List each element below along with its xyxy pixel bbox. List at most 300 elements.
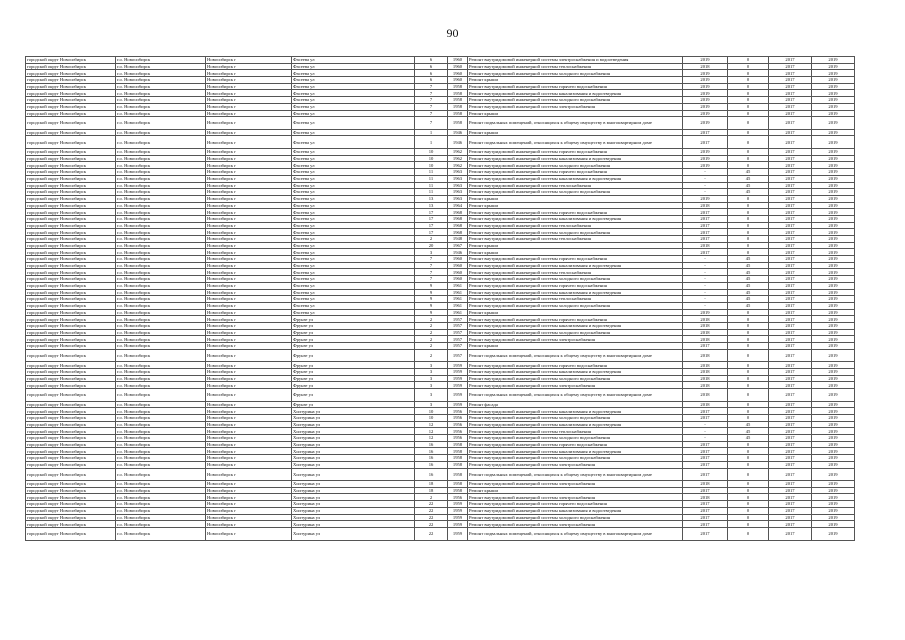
house-number-cell: 2 [415, 236, 448, 243]
street-cell: Фасеева ул [292, 182, 415, 189]
table-row [26, 77, 855, 84]
settlement-cell: г.о. Новосибирск [116, 455, 206, 462]
municipality-cell: городской округ Новосибирск [26, 408, 116, 415]
period-end-cell: 2019 [812, 103, 855, 110]
table-row [26, 117, 855, 130]
settlement-cell: г.о. Новосибирск [116, 175, 206, 182]
house-number-cell: 11 [415, 182, 448, 189]
municipality-cell: городской округ Новосибирск [26, 329, 116, 336]
house-number-cell: 1 [415, 136, 448, 149]
locality-cell: Новосибирск г [206, 349, 292, 362]
repair-schedule-table [25, 56, 855, 541]
period-end-cell: 2019 [812, 249, 855, 256]
build-year-cell: 1946 [448, 136, 468, 149]
cost-cell: 0 [728, 57, 769, 64]
municipality-cell: городской округ Новосибирск [26, 175, 116, 182]
house-number-cell: 7 [415, 262, 448, 269]
period-end-cell: 2019 [812, 316, 855, 323]
period-end-cell: 2019 [812, 57, 855, 64]
municipality-cell: городской округ Новосибирск [26, 487, 116, 494]
period-end-cell: 2019 [812, 169, 855, 176]
period-start-cell: 2017 [769, 83, 812, 90]
street-cell: Фасеева ул [292, 63, 415, 70]
period-end-cell: 2019 [812, 90, 855, 97]
settlement-cell: г.о. Новосибирск [116, 421, 206, 428]
build-year-cell: 1959 [448, 401, 468, 408]
table-row [26, 57, 855, 64]
locality-cell: Новосибирск г [206, 236, 292, 243]
build-year-cell: 1961 [448, 289, 468, 296]
table-row [26, 362, 855, 369]
planned-year-cell: - [683, 189, 728, 196]
cost-cell: 0 [728, 415, 769, 422]
build-year-cell: 1956 [448, 408, 468, 415]
settlement-cell: г.о. Новосибирск [116, 521, 206, 528]
build-year-cell: 1961 [448, 309, 468, 316]
street-cell: Фасеева ул [292, 289, 415, 296]
street-cell: Фасеева ул [292, 302, 415, 309]
build-year-cell: 1957 [448, 329, 468, 336]
locality-cell: Новосибирск г [206, 329, 292, 336]
build-year-cell: 1958 [448, 103, 468, 110]
settlement-cell: г.о. Новосибирск [116, 382, 206, 389]
build-year-cell: 1963 [448, 169, 468, 176]
street-cell: Хилтурина ул [292, 428, 415, 435]
table-row [26, 70, 855, 77]
build-year-cell: 1963 [448, 175, 468, 182]
municipality-cell: городской округ Новосибирск [26, 309, 116, 316]
street-cell: Фасеева ул [292, 155, 415, 162]
planned-year-cell: - [683, 175, 728, 182]
period-end-cell: 2019 [812, 282, 855, 289]
period-start-cell: 2017 [769, 501, 812, 508]
build-year-cell: 1961 [448, 302, 468, 309]
cost-cell: 0 [728, 77, 769, 84]
build-year-cell: 1959 [448, 527, 468, 540]
period-start-cell: 2017 [769, 70, 812, 77]
municipality-cell: городской округ Новосибирск [26, 343, 116, 350]
municipality-cell: городской округ Новосибирск [26, 501, 116, 508]
house-number-cell: 18 [415, 481, 448, 488]
street-cell: Фасеева ул [292, 242, 415, 249]
house-number-cell: 12 [415, 435, 448, 442]
street-cell: Фасеева ул [292, 110, 415, 117]
street-cell: Фасеева ул [292, 202, 415, 209]
build-year-cell: 1963 [448, 182, 468, 189]
municipality-cell: городской округ Новосибирск [26, 382, 116, 389]
municipality-cell: городской округ Новосибирск [26, 368, 116, 375]
street-cell: Фасеева ул [292, 57, 415, 64]
locality-cell: Новосибирск г [206, 507, 292, 514]
planned-year-cell: 2017 [683, 507, 728, 514]
work-type-cell: Ремонт крыши [468, 195, 683, 202]
municipality-cell: городской округ Новосибирск [26, 249, 116, 256]
municipality-cell: городской округ Новосибирск [26, 169, 116, 176]
planned-year-cell: 2017 [683, 209, 728, 216]
table-row [26, 428, 855, 435]
work-type-cell: Ремонт внутридомовой инженерной системы канализования и водоотведения [468, 421, 683, 428]
cost-cell: 45 [728, 262, 769, 269]
settlement-cell: г.о. Новосибирск [116, 441, 206, 448]
street-cell: Хилтурина ул [292, 527, 415, 540]
cost-cell: 0 [728, 527, 769, 540]
period-end-cell: 2019 [812, 215, 855, 222]
period-start-cell: 2017 [769, 276, 812, 283]
period-end-cell: 2019 [812, 242, 855, 249]
locality-cell: Новосибирск г [206, 209, 292, 216]
work-type-cell: Ремонт крыши [468, 487, 683, 494]
locality-cell: Новосибирск г [206, 83, 292, 90]
municipality-cell: городской округ Новосибирск [26, 262, 116, 269]
house-number-cell: 12 [415, 428, 448, 435]
build-year-cell: 1946 [448, 249, 468, 256]
period-start-cell: 2017 [769, 461, 812, 468]
settlement-cell: г.о. Новосибирск [116, 229, 206, 236]
municipality-cell: городской округ Новосибирск [26, 202, 116, 209]
settlement-cell: г.о. Новосибирск [116, 435, 206, 442]
table-row [26, 215, 855, 222]
locality-cell: Новосибирск г [206, 382, 292, 389]
settlement-cell: г.о. Новосибирск [116, 428, 206, 435]
settlement-cell: г.о. Новосибирск [116, 90, 206, 97]
work-type-cell: Ремонт внутридомовой инженерной системы канализования и водоотведения [468, 155, 683, 162]
municipality-cell: городской округ Новосибирск [26, 507, 116, 514]
municipality-cell: городской округ Новосибирск [26, 527, 116, 540]
period-end-cell: 2019 [812, 129, 855, 136]
work-type-cell: Ремонт внутридомовой инженерной системы канализования и водоотведения [468, 507, 683, 514]
municipality-cell: городской округ Новосибирск [26, 149, 116, 156]
period-start-cell: 2017 [769, 155, 812, 162]
period-end-cell: 2019 [812, 343, 855, 350]
build-year-cell: 1958 [448, 455, 468, 462]
planned-year-cell: 2019 [683, 117, 728, 130]
build-year-cell: 1960 [448, 57, 468, 64]
period-end-cell: 2019 [812, 521, 855, 528]
house-number-cell: 7 [415, 117, 448, 130]
period-start-cell: 2017 [769, 63, 812, 70]
settlement-cell: г.о. Новосибирск [116, 349, 206, 362]
work-type-cell: Ремонт внутридомовой инженерной системы горячего водоснабжения [468, 169, 683, 176]
house-number-cell: 1 [415, 129, 448, 136]
municipality-cell: городской округ Новосибирск [26, 401, 116, 408]
table-row [26, 494, 855, 501]
period-start-cell: 2017 [769, 189, 812, 196]
house-number-cell: 18 [415, 487, 448, 494]
cost-cell: 0 [728, 309, 769, 316]
period-start-cell: 2017 [769, 343, 812, 350]
table-row [26, 236, 855, 243]
table-row [26, 276, 855, 283]
street-cell: Хилтурина ул [292, 501, 415, 508]
cost-cell: 0 [728, 521, 769, 528]
settlement-cell: г.о. Новосибирск [116, 276, 206, 283]
cost-cell: 45 [728, 296, 769, 303]
municipality-cell: городской округ Новосибирск [26, 229, 116, 236]
table-row [26, 514, 855, 521]
municipality-cell: городской округ Новосибирск [26, 455, 116, 462]
municipality-cell: городской округ Новосибирск [26, 136, 116, 149]
settlement-cell: г.о. Новосибирск [116, 316, 206, 323]
cost-cell: 0 [728, 249, 769, 256]
cost-cell: 0 [728, 468, 769, 481]
locality-cell: Новосибирск г [206, 136, 292, 149]
planned-year-cell: 2018 [683, 322, 728, 329]
house-number-cell: 12 [415, 421, 448, 428]
municipality-cell: городской округ Новосибирск [26, 117, 116, 130]
cost-cell: 0 [728, 129, 769, 136]
locality-cell: Новосибирск г [206, 481, 292, 488]
period-end-cell: 2019 [812, 236, 855, 243]
period-end-cell: 2019 [812, 435, 855, 442]
work-type-cell: Ремонт внутридомовой инженерной системы канализования и водоотведения [468, 408, 683, 415]
work-type-cell: Ремонт фасада [468, 401, 683, 408]
work-type-cell: Ремонт внутридомовой инженерной системы горячего водоснабжения [468, 83, 683, 90]
locality-cell: Новосибирск г [206, 501, 292, 508]
street-cell: Хилтурина ул [292, 521, 415, 528]
municipality-cell: городской округ Новосибирск [26, 236, 116, 243]
table-row [26, 441, 855, 448]
table-row [26, 455, 855, 462]
house-number-cell: 13 [415, 195, 448, 202]
house-number-cell: 22 [415, 527, 448, 540]
street-cell: Фрунзе ул [292, 336, 415, 343]
work-type-cell: Ремонт внутридомовой инженерной системы холодного водоснабжения [468, 514, 683, 521]
period-start-cell: 2017 [769, 408, 812, 415]
table-row [26, 249, 855, 256]
period-start-cell: 2017 [769, 256, 812, 263]
settlement-cell: г.о. Новосибирск [116, 63, 206, 70]
period-end-cell: 2019 [812, 401, 855, 408]
work-type-cell: Ремонт внутридомовой инженерной системы холодного водоснабжения [468, 375, 683, 382]
period-start-cell: 2017 [769, 182, 812, 189]
locality-cell: Новосибирск г [206, 289, 292, 296]
house-number-cell: 6 [415, 57, 448, 64]
house-number-cell: 6 [415, 70, 448, 77]
locality-cell: Новосибирск г [206, 468, 292, 481]
municipality-cell: городской округ Новосибирск [26, 215, 116, 222]
cost-cell: 0 [728, 195, 769, 202]
street-cell: Фрунзе ул [292, 329, 415, 336]
table-row [26, 229, 855, 236]
build-year-cell: 1959 [448, 521, 468, 528]
house-number-cell: 9 [415, 289, 448, 296]
table-row [26, 527, 855, 540]
locality-cell: Новосибирск г [206, 256, 292, 263]
period-start-cell: 2017 [769, 162, 812, 169]
street-cell: Фасеева ул [292, 282, 415, 289]
locality-cell: Новосибирск г [206, 322, 292, 329]
locality-cell: Новосибирск г [206, 269, 292, 276]
cost-cell: 45 [728, 256, 769, 263]
house-number-cell: 9 [415, 302, 448, 309]
period-end-cell: 2019 [812, 77, 855, 84]
planned-year-cell: 2018 [683, 316, 728, 323]
build-year-cell: 1957 [448, 322, 468, 329]
table-row [26, 382, 855, 389]
period-end-cell: 2019 [812, 382, 855, 389]
period-start-cell: 2017 [769, 117, 812, 130]
planned-year-cell: 2018 [683, 494, 728, 501]
settlement-cell: г.о. Новосибирск [116, 415, 206, 422]
locality-cell: Новосибирск г [206, 368, 292, 375]
cost-cell: 0 [728, 155, 769, 162]
work-type-cell: Ремонт подвальных помещений, относящихся к общему имуществу в многоквартирном доме [468, 349, 683, 362]
municipality-cell: городской округ Новосибирск [26, 189, 116, 196]
locality-cell: Новосибирск г [206, 97, 292, 104]
build-year-cell: 1960 [448, 77, 468, 84]
planned-year-cell: - [683, 282, 728, 289]
street-cell: Фасеева ул [292, 162, 415, 169]
period-start-cell: 2017 [769, 494, 812, 501]
period-end-cell: 2019 [812, 389, 855, 402]
table-row [26, 435, 855, 442]
period-end-cell: 2019 [812, 136, 855, 149]
planned-year-cell: 2017 [683, 461, 728, 468]
table-row [26, 202, 855, 209]
settlement-cell: г.о. Новосибирск [116, 110, 206, 117]
work-type-cell: Ремонт внутридомовой инженерной системы холодного водоснабжения [468, 415, 683, 422]
house-number-cell: 16 [415, 468, 448, 481]
period-start-cell: 2017 [769, 382, 812, 389]
locality-cell: Новосибирск г [206, 195, 292, 202]
period-end-cell: 2019 [812, 527, 855, 540]
work-type-cell: Ремонт внутридомовой инженерной системы теплоснабжения [468, 182, 683, 189]
house-number-cell: 11 [415, 175, 448, 182]
table-row [26, 256, 855, 263]
locality-cell: Новосибирск г [206, 415, 292, 422]
house-number-cell: 7 [415, 269, 448, 276]
cost-cell: 0 [728, 90, 769, 97]
period-end-cell: 2019 [812, 309, 855, 316]
settlement-cell: г.о. Новосибирск [116, 302, 206, 309]
build-year-cell: 1956 [448, 494, 468, 501]
cost-cell: 0 [728, 103, 769, 110]
locality-cell: Новосибирск г [206, 110, 292, 117]
period-end-cell: 2019 [812, 408, 855, 415]
municipality-cell: городской округ Новосибирск [26, 222, 116, 229]
build-year-cell: 1959 [448, 507, 468, 514]
build-year-cell: 1958 [448, 481, 468, 488]
house-number-cell: 3 [415, 368, 448, 375]
municipality-cell: городской округ Новосибирск [26, 103, 116, 110]
table-row [26, 289, 855, 296]
period-start-cell: 2017 [769, 468, 812, 481]
cost-cell: 0 [728, 83, 769, 90]
municipality-cell: городской округ Новосибирск [26, 282, 116, 289]
table-row [26, 375, 855, 382]
build-year-cell: 1960 [448, 276, 468, 283]
municipality-cell: городской округ Новосибирск [26, 461, 116, 468]
table-row [26, 195, 855, 202]
work-type-cell: Ремонт внутридомовой инженерной системы горячего водоснабжения [468, 256, 683, 263]
period-start-cell: 2017 [769, 455, 812, 462]
work-type-cell: Ремонт внутридомовой инженерной системы горячего водоснабжения [468, 316, 683, 323]
table-row [26, 103, 855, 110]
settlement-cell: г.о. Новосибирск [116, 117, 206, 130]
period-start-cell: 2017 [769, 309, 812, 316]
build-year-cell: 1957 [448, 316, 468, 323]
work-type-cell: Ремонт внутридомовой инженерной системы электроснабжения [468, 382, 683, 389]
settlement-cell: г.о. Новосибирск [116, 375, 206, 382]
period-end-cell: 2019 [812, 448, 855, 455]
cost-cell: 0 [728, 441, 769, 448]
locality-cell: Новосибирск г [206, 455, 292, 462]
table-row [26, 169, 855, 176]
cost-cell: 45 [728, 169, 769, 176]
street-cell: Хилтурина ул [292, 487, 415, 494]
street-cell: Фасеева ул [292, 209, 415, 216]
municipality-cell: городской округ Новосибирск [26, 276, 116, 283]
build-year-cell: 1960 [448, 70, 468, 77]
planned-year-cell: 2017 [683, 501, 728, 508]
planned-year-cell: 2019 [683, 103, 728, 110]
work-type-cell: Ремонт внутридомовой инженерной системы холодного водоснабжения [468, 189, 683, 196]
municipality-cell: городской округ Новосибирск [26, 415, 116, 422]
build-year-cell: 1956 [448, 428, 468, 435]
house-number-cell: 2 [415, 336, 448, 343]
period-start-cell: 2017 [769, 195, 812, 202]
build-year-cell: 1946 [448, 129, 468, 136]
house-number-cell: 10 [415, 162, 448, 169]
period-end-cell: 2019 [812, 222, 855, 229]
street-cell: Хилтурина ул [292, 507, 415, 514]
house-number-cell: 2 [415, 329, 448, 336]
period-start-cell: 2017 [769, 421, 812, 428]
municipality-cell: городской округ Новосибирск [26, 362, 116, 369]
cost-cell: 0 [728, 408, 769, 415]
work-type-cell: Ремонт крыши [468, 343, 683, 350]
cost-cell: 0 [728, 236, 769, 243]
table-row [26, 155, 855, 162]
table-row [26, 282, 855, 289]
settlement-cell: г.о. Новосибирск [116, 57, 206, 64]
table-row [26, 149, 855, 156]
locality-cell: Новосибирск г [206, 222, 292, 229]
cost-cell: 45 [728, 282, 769, 289]
cost-cell: 0 [728, 229, 769, 236]
house-number-cell: 11 [415, 189, 448, 196]
street-cell: Фасеева ул [292, 136, 415, 149]
table-row [26, 182, 855, 189]
house-number-cell: 17 [415, 209, 448, 216]
street-cell: Фрунзе ул [292, 349, 415, 362]
table-row [26, 322, 855, 329]
locality-cell: Новосибирск г [206, 336, 292, 343]
cost-cell: 0 [728, 514, 769, 521]
work-type-cell: Ремонт крыши [468, 249, 683, 256]
house-number-cell: 9 [415, 309, 448, 316]
period-start-cell: 2017 [769, 77, 812, 84]
planned-year-cell: 2018 [683, 389, 728, 402]
build-year-cell: 1958 [448, 97, 468, 104]
work-type-cell: Ремонт внутридомовой инженерной системы холодного водоснабжения [468, 276, 683, 283]
street-cell: Фрунзе ул [292, 362, 415, 369]
street-cell: Хилтурина ул [292, 461, 415, 468]
settlement-cell: г.о. Новосибирск [116, 155, 206, 162]
locality-cell: Новосибирск г [206, 408, 292, 415]
work-type-cell: Ремонт внутридомовой инженерной системы электроснабжения и водоотведения [468, 57, 683, 64]
locality-cell: Новосибирск г [206, 215, 292, 222]
settlement-cell: г.о. Новосибирск [116, 507, 206, 514]
table-row [26, 401, 855, 408]
house-number-cell: 22 [415, 514, 448, 521]
settlement-cell: г.о. Новосибирск [116, 487, 206, 494]
work-type-cell: Ремонт подвальных помещений, относящихся к общему имуществу в многоквартирном доме [468, 117, 683, 130]
municipality-cell: городской округ Новосибирск [26, 289, 116, 296]
period-start-cell: 2017 [769, 129, 812, 136]
period-start-cell: 2017 [769, 302, 812, 309]
table-row [26, 129, 855, 136]
